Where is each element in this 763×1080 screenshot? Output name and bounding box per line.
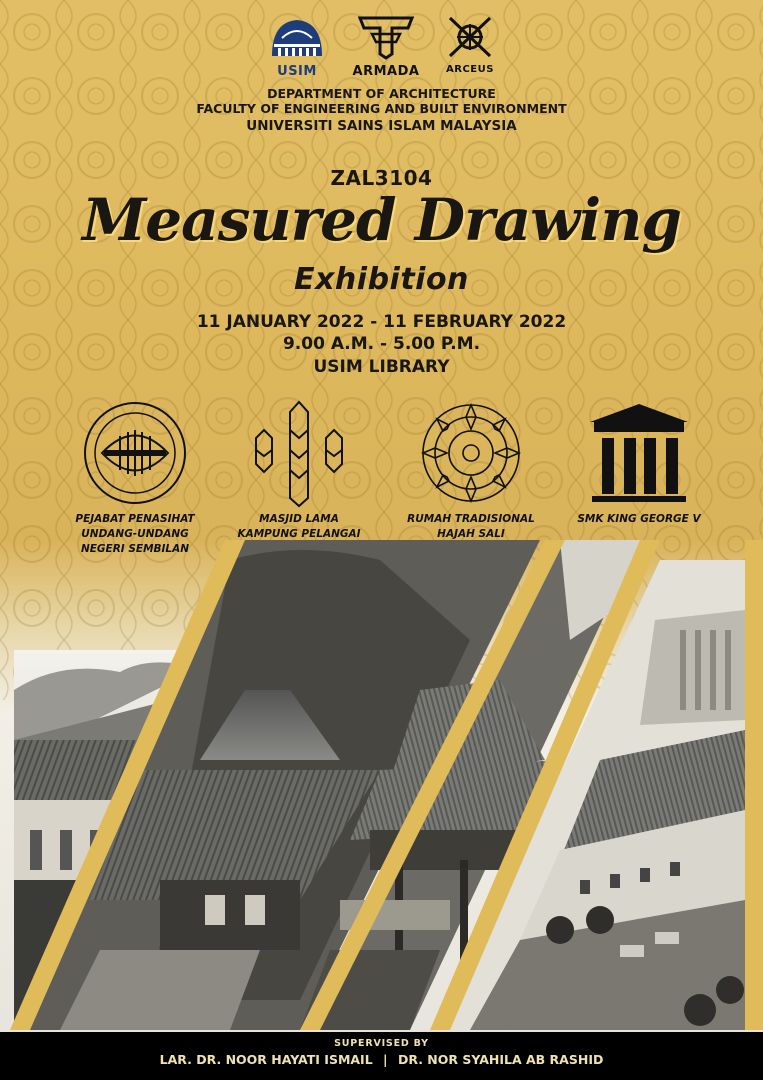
usim-logo xyxy=(268,14,326,79)
university-name: UNIVERSITI SAINS ISLAM MALAYSIA xyxy=(246,118,517,134)
footer xyxy=(0,1032,763,1080)
arceus-star-logo-icon xyxy=(440,14,500,60)
event-subtitle: Exhibition xyxy=(294,262,469,297)
site-label-smk: SMK KING GEORGE V xyxy=(577,513,701,525)
mosque-roof-icon xyxy=(244,398,354,508)
usim-logo-label: USIM xyxy=(277,64,317,79)
supervisor-separator: | xyxy=(383,1052,388,1067)
usim-dome-logo-icon xyxy=(268,14,326,60)
armada-logo xyxy=(338,14,434,79)
supervisors-line xyxy=(0,1052,763,1067)
event-title: Measured Drawing xyxy=(82,186,681,254)
arceus-logo xyxy=(440,14,500,75)
arceus-logo-label: ARCEUS xyxy=(446,64,494,75)
site-label-pejabat: PEJABAT PENASIHAT UNDANG-UNDANG NEGERI SEMBILAN xyxy=(75,513,195,555)
faculty-name: FACULTY OF ENGINEERING AND BUILT ENVIRONMENT xyxy=(196,101,567,116)
columns-building-icon xyxy=(584,398,694,508)
seal-emblem-icon xyxy=(80,398,190,508)
department-name: DEPARTMENT OF ARCHITECTURE xyxy=(267,86,496,101)
photo-collage xyxy=(0,540,763,1060)
site-label-rumah: RUMAH TRADISIONAL HAJAH SALI xyxy=(407,513,535,540)
event-date: 11 JANUARY 2022 - 11 FEBRUARY 2022 xyxy=(196,312,567,332)
armada-logo-label: ARMADA xyxy=(352,64,420,79)
site-label-masjid: MASJID LAMA KAMPUNG PELANGAI xyxy=(237,513,361,540)
event-time: 9.00 A.M. - 5.00 P.M. xyxy=(282,334,481,354)
supervisor-2: DR. NOR SYAHILA AB RASHID xyxy=(397,1052,604,1067)
floral-mandala-icon xyxy=(416,398,526,508)
supervised-label: SUPERVISED BY xyxy=(334,1038,429,1049)
course-code: ZAL3104 xyxy=(330,166,433,190)
armada-emblem-logo-icon xyxy=(338,14,434,60)
event-venue: USIM LIBRARY xyxy=(313,357,450,377)
supervisor-1: LAR. DR. NOOR HAYATI ISMAIL xyxy=(159,1052,373,1067)
